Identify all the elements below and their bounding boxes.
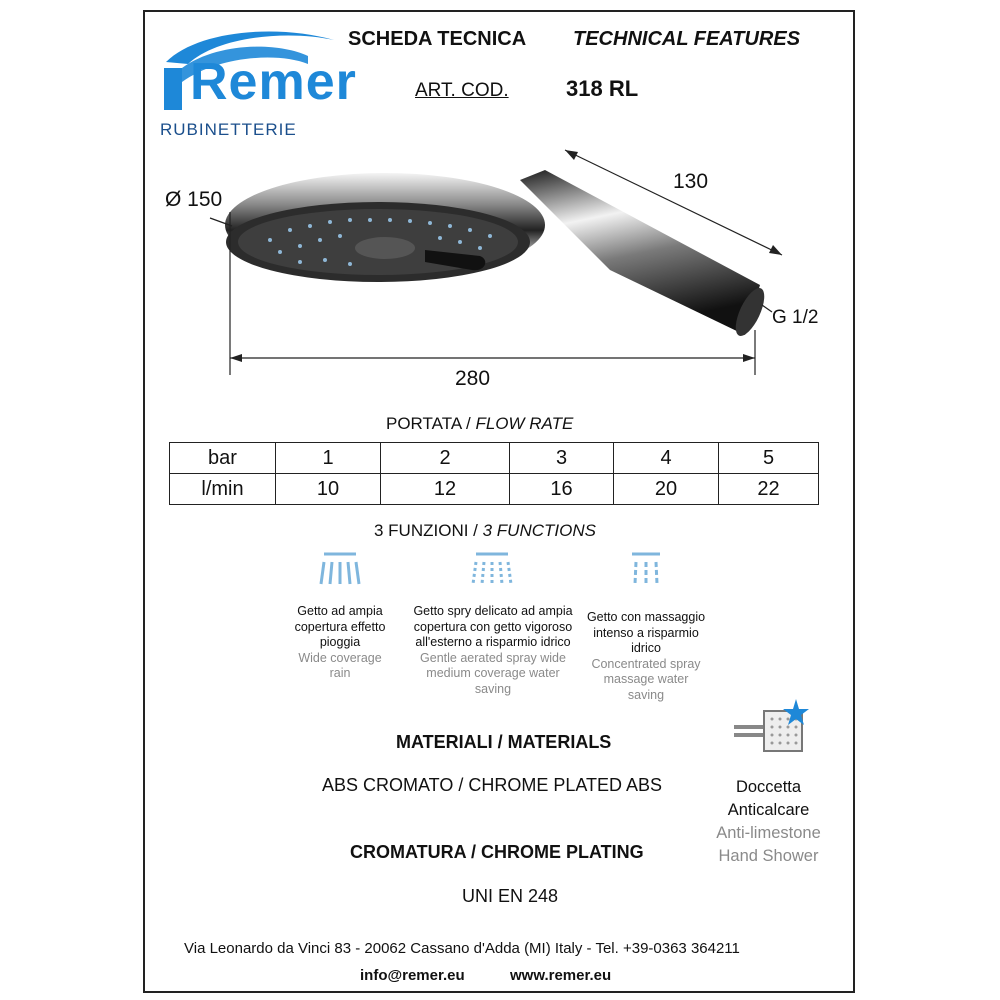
function-it-line: pioggia [319,635,361,649]
function-it-line: copertura effetto [294,619,386,634]
diameter-label: Ø 150 [165,188,223,211]
function-aerated [413,604,573,697]
technical-features-title: TECHNICAL FEATURES [573,28,801,50]
table-row [170,474,819,505]
flow-rate-table [169,442,819,505]
table-cell: 3 [510,443,614,474]
scheda-tecnica-title: SCHEDA TECNICA [348,28,527,50]
flow-rate-title [386,414,573,434]
function-it-line: copertura con getto vigoroso [413,619,573,634]
materials-value: ABS CROMATO / CHROME PLATED ABS [322,775,663,795]
table-cell: l/min [170,474,276,505]
table-row [170,443,819,474]
logo-word: Remer [190,53,357,111]
function-it-line: all'esterno a risparmio idrico [415,635,571,649]
table-cell: 2 [381,443,510,474]
handle-length-label: 130 [673,170,709,193]
table-cell: 10 [276,474,381,505]
anticalcare-it-line: Anticalcare [727,801,810,819]
functions-title [374,521,596,541]
table-cell: 4 [614,443,719,474]
table-cell: 1 [276,443,381,474]
function-en-line: Concentrated spray [591,656,701,671]
plating-title: CROMATURA / CHROME PLATING [350,842,644,862]
functions-title-it: 3 FUNZIONI / [374,521,483,540]
anticalcare-it-line: Doccetta [735,778,802,796]
art-code-label: ART. COD. [415,80,509,101]
thread-label: G 1/2 [772,307,819,328]
flow-title-it: PORTATA / [386,414,476,433]
function-en-line: massage water [603,672,689,686]
footer-web-link[interactable]: www.remer.eu [510,967,612,984]
anticalcare-text [706,776,831,868]
function-en-line: rain [329,666,351,680]
function-en-line: Gentle aerated spray wide [420,650,566,665]
aerated-spray-icon [470,550,514,588]
materials-title: MATERIALI / MATERIALS [396,732,612,752]
function-en-line: medium coverage water [426,666,560,680]
table-cell: 5 [719,443,819,474]
massage-spray-icon [628,550,664,588]
anticalcare-en-line: Hand Shower [718,847,819,865]
hand-shower-drawing [150,130,850,390]
table-cell: 20 [614,474,719,505]
total-length-label: 280 [455,367,491,390]
function-it-line: Getto spry delicato ad ampia [413,604,573,618]
art-code-value: 318 RL [566,76,639,101]
function-en-line: Wide coverage [298,650,382,665]
rain-spray-icon [318,550,362,588]
function-it-line: intenso a risparmio [593,625,699,640]
footer-address: Via Leonardo da Vinci 83 - 20062 Cassano d'Adda (MI) Italy - Tel. +39-0363 364211 [184,940,740,957]
functions-title-en: 3 FUNCTIONS [482,521,596,540]
footer-email-link[interactable]: info@remer.eu [360,967,465,984]
function-en-line: saving [474,681,512,696]
function-massage [571,610,721,703]
function-rain [265,604,415,682]
table-cell: 22 [719,474,819,505]
function-it-line: Getto con massaggio [586,610,706,624]
flow-title-en: FLOW RATE [475,414,574,433]
table-cell: bar [170,443,276,474]
table-cell: 16 [510,474,614,505]
table-cell: 12 [381,474,510,505]
function-it-line: idrico [631,641,661,655]
function-en-line: saving [627,687,665,702]
function-it-line: Getto ad ampia [297,604,383,618]
anticalcare-en-line: Anti-limestone [716,824,821,842]
plating-value: UNI EN 248 [462,886,559,906]
anti-limestone-icon [730,697,815,757]
logo-subtitle: RUBINETTERIE [160,120,297,139]
